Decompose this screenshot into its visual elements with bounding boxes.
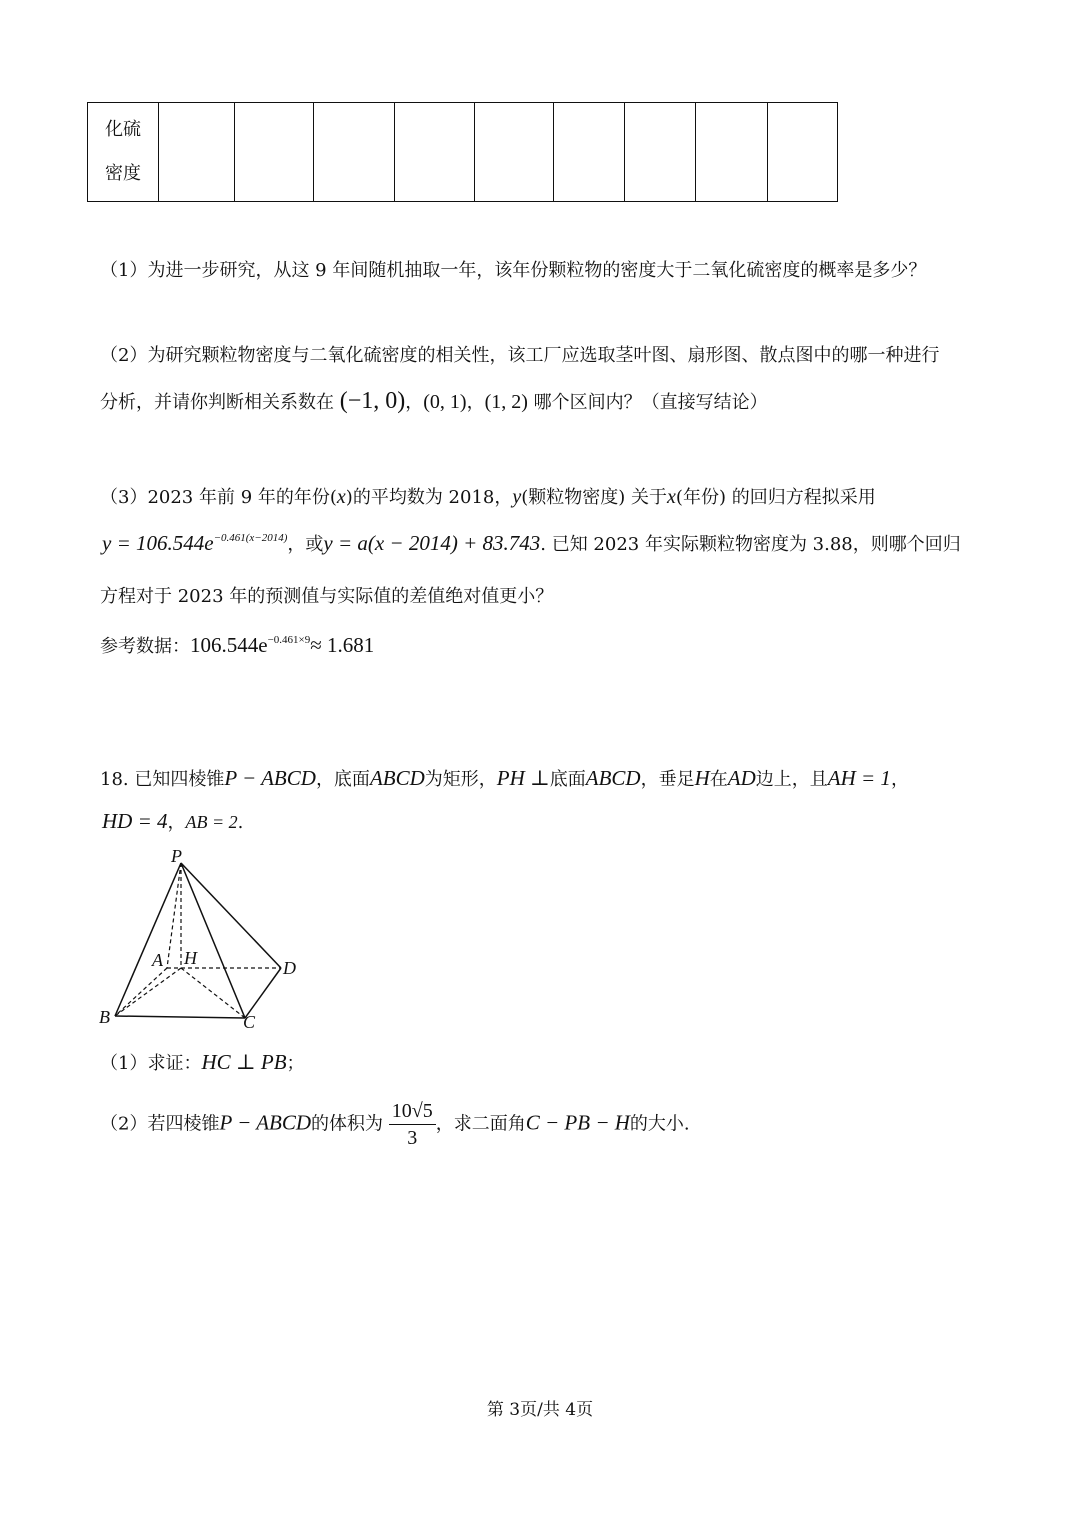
table-cell — [235, 103, 314, 202]
pyramid-figure — [95, 840, 315, 1035]
sub2-mid: 的体积为 — [311, 1113, 384, 1135]
table-cell — [159, 103, 235, 202]
table-cell — [475, 103, 554, 202]
equation-2: y = a(x − 2014) + 83.743 — [323, 531, 541, 555]
label-c: C — [243, 1012, 256, 1032]
fraction-denominator: 3 — [407, 1127, 418, 1149]
table-cell — [696, 103, 768, 202]
point-h: H — [694, 766, 710, 790]
sub2-end: 的大小. — [629, 1113, 690, 1135]
label-p: P — [171, 846, 182, 866]
label-b: B — [99, 1007, 110, 1027]
edge-cd — [245, 968, 281, 1018]
label-line2: 密度 — [105, 163, 141, 184]
reference-data — [100, 632, 374, 658]
page-footer: 第 3页/共 4页 — [486, 1400, 594, 1420]
table-cell — [768, 103, 838, 202]
q18-text: 为矩形， — [424, 769, 497, 790]
hd-value: HD = 4 — [102, 809, 168, 833]
edge-pc — [181, 863, 245, 1018]
part2-suffix: 哪个区间内？（直接写结论） — [533, 392, 768, 413]
equation-1: y = 106.544e — [102, 531, 214, 555]
q18-text: ， — [167, 812, 186, 833]
q18-sub1 — [100, 1049, 305, 1075]
reference-exponent: −0.461×9 — [267, 634, 311, 646]
sub1-math: HC ⊥ PB — [201, 1050, 287, 1074]
q18-text: 边上，且 — [755, 769, 828, 790]
reference-base: 106.544e — [190, 633, 268, 657]
part3-c: (颗粒物密度) 关于 — [521, 487, 668, 508]
q18-text: . — [237, 812, 244, 833]
q18-text: 18. 已知四棱锥 — [100, 769, 225, 790]
label-d: D — [283, 958, 296, 978]
or-text: ，或 — [287, 534, 324, 555]
var-y: y — [512, 486, 522, 508]
data-table — [87, 102, 838, 202]
interval-2: (0, 1) — [423, 391, 467, 413]
q18-text: ，垂足 — [640, 769, 695, 790]
q18-text: 底面 — [549, 769, 586, 790]
sub2-pyramid: P − ABCD — [219, 1110, 312, 1135]
q18-line2 — [102, 808, 243, 834]
part3-line2-suffix: . 已知 2023 年实际颗粒物密度为 3.88，则哪个回归 — [540, 534, 961, 555]
label-h: H — [184, 948, 197, 968]
table-cell — [395, 103, 475, 202]
part3-a: （3）2023 年前 9 年的年份( — [100, 487, 337, 508]
q17-part3-line1 — [100, 483, 876, 509]
interval-1: (−1, 0) — [339, 388, 406, 414]
q17-part2-line2 — [100, 388, 768, 415]
base-name: ABCD — [585, 766, 641, 790]
volume-fraction — [389, 1098, 436, 1151]
sub2-mid2: ，求二面角 — [435, 1113, 526, 1135]
q17-part2-line1: （2）为研究颗粒物密度与二氧化硫密度的相关性，该工厂应选取茎叶图、扇形图、散点图中的哪一种进行 — [100, 345, 940, 366]
sub1-end: ； — [286, 1053, 305, 1074]
part2-prefix: 分析，并请你判断相关系数在 — [100, 392, 334, 413]
var-x: x — [336, 486, 346, 508]
label-line1: 化硫 — [105, 119, 141, 140]
edge-bc — [115, 1016, 245, 1018]
q17-part3-line2 — [102, 530, 961, 556]
base-name: ABCD — [369, 766, 425, 790]
table-cell — [554, 103, 625, 202]
separator: ， — [466, 392, 485, 413]
part3-b: )的平均数为 2018， — [345, 487, 513, 508]
pyramid-name: P − ABCD — [224, 766, 316, 790]
q18-line1 — [100, 765, 909, 791]
q18-text: ， — [890, 769, 909, 790]
edge-ab — [115, 968, 167, 1016]
separator: ， — [405, 392, 424, 413]
ph-perp: PH ⊥ — [496, 766, 550, 790]
q18-sub2 — [100, 1098, 690, 1151]
q17-part3-line3: 方程对于 2023 年的预测值与实际值的差值绝对值更小？ — [100, 586, 554, 607]
table-row-label — [88, 103, 159, 202]
sub1-prefix: （1）求证： — [100, 1053, 202, 1074]
q18-text: ，底面 — [315, 769, 370, 790]
q17-part1: （1）为进一步研究，从这 9 年间随机抽取一年，该年份颗粒物的密度大于二氧化硫密度的概率是多少？ — [100, 260, 927, 281]
reference-approx: ≈ 1.681 — [310, 633, 375, 657]
ab-value: AB = 2 — [185, 812, 238, 832]
table-cell — [625, 103, 696, 202]
edge-ad: AD — [727, 766, 756, 790]
dihedral-angle: C − PB − H — [525, 1110, 630, 1135]
q18-text: 在 — [709, 769, 728, 790]
reference-label: 参考数据： — [100, 636, 190, 657]
label-a: A — [152, 950, 163, 970]
fraction-numerator: 10√5 — [389, 1098, 436, 1125]
interval-3: (1, 2) — [484, 391, 528, 413]
equation-1-exponent: −0.461(x−2014) — [213, 532, 288, 544]
ah-value: AH = 1 — [827, 766, 891, 790]
part3-d: (年份) 的回归方程拟采用 — [675, 487, 876, 508]
var-x2: x — [667, 486, 676, 508]
sub2-prefix: （2）若四棱锥 — [100, 1113, 220, 1135]
table-cell — [314, 103, 395, 202]
